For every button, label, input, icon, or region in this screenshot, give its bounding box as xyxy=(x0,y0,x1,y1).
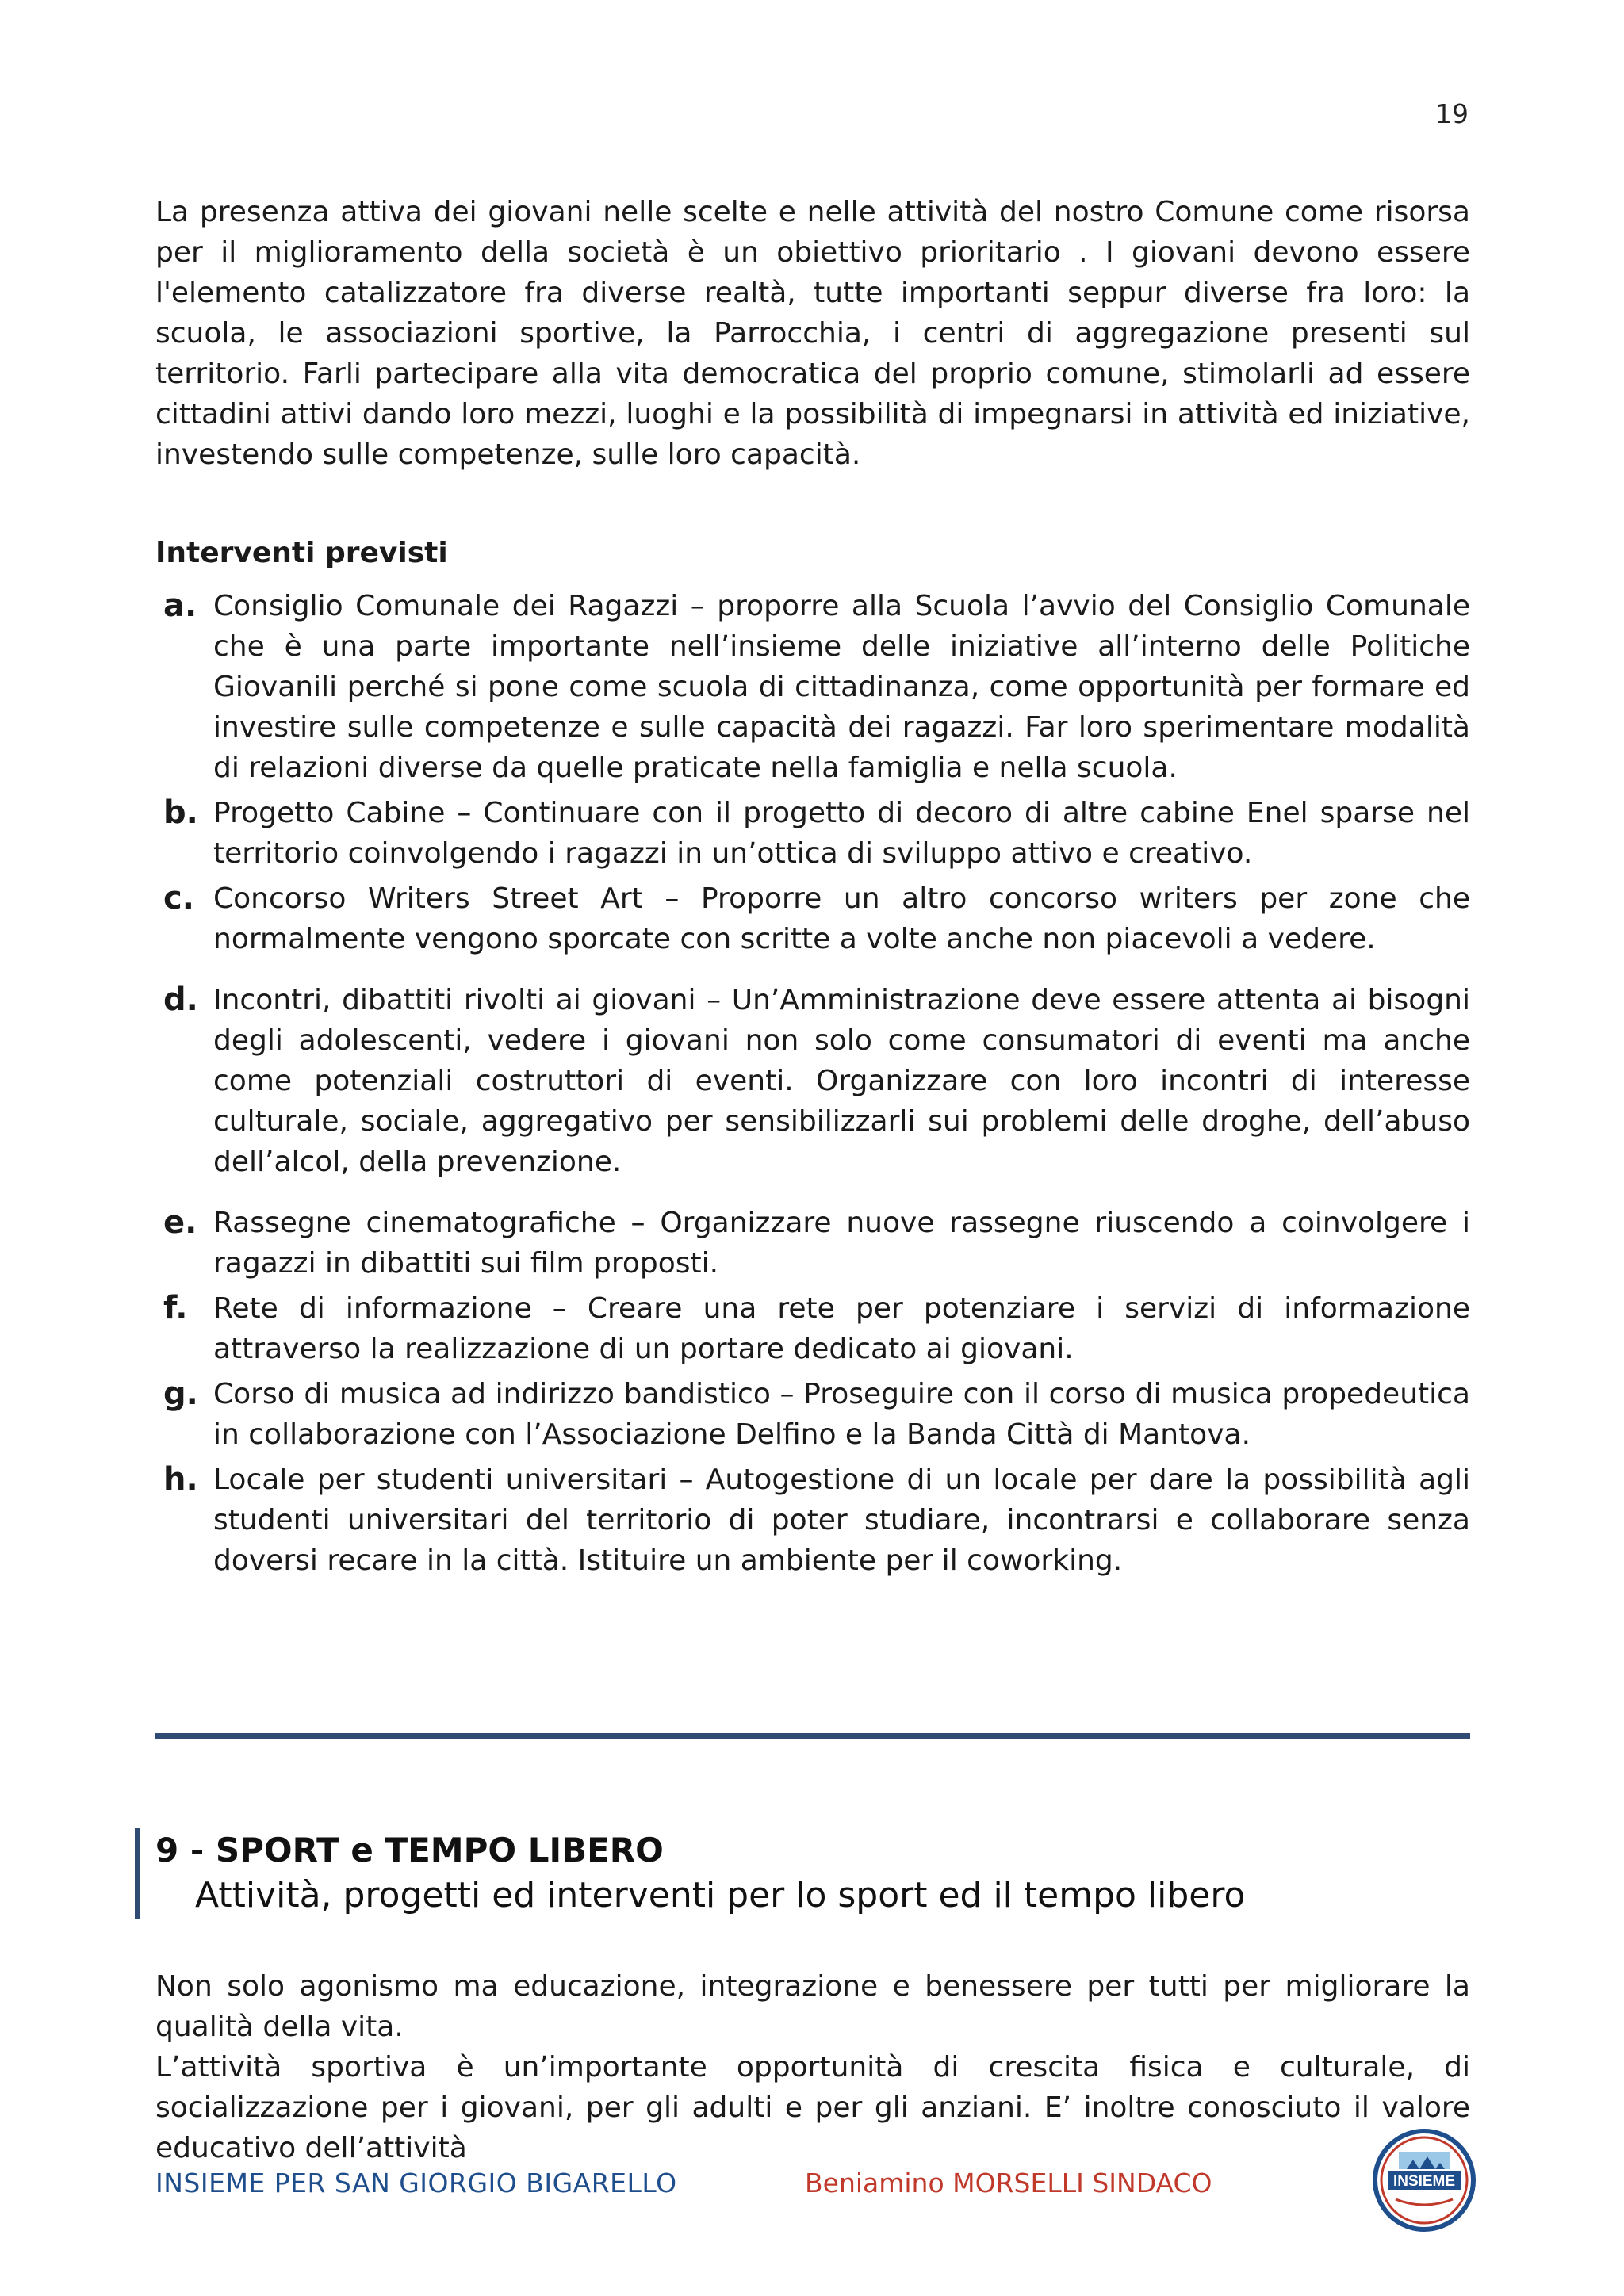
intro-paragraph: La presenza attiva dei giovani nelle scelte e nelle attività del nostro Comune come risorsa per il miglioramento della società è un obiettivo prioritario . I giovani devono essere l'elemento catalizzatore fra diverse realtà, tutte importanti seppur diverse fra loro: la scuola, le associazioni sportive, la Parrocchia, i centri di aggregazione presenti sul territorio. Farli partecipare alla vita democratica del proprio comune, stimolarli ad essere cittadini attivi dando loro mezzi, luoghi e la possibilità di impegnarsi in attività ed iniziative, investendo sulle competenze, sulle loro capacità. xyxy=(155,196,1470,471)
list-item-text: Concorso Writers Street Art – Proporre un altro concorso writers per zone che normalmente vengono sporcate con scritte a volte anche non piacevoli a vedere. xyxy=(213,882,1470,955)
list-item xyxy=(155,793,1470,874)
list-item xyxy=(155,878,1470,959)
list-item xyxy=(155,1374,1470,1455)
insieme-logo-icon xyxy=(1372,2128,1477,2233)
sport-paragraph-1: Non solo agonismo ma educazione, integrazione e benessere per tutti per migliorare la qualità della vita. xyxy=(155,1970,1470,2043)
main-content xyxy=(155,192,1470,1586)
list-item xyxy=(155,1288,1470,1369)
list-letter: e. xyxy=(163,1204,197,1241)
chapter-header xyxy=(135,1828,1491,1919)
sport-intro xyxy=(155,1966,1470,2168)
section-heading: Interventi previsti xyxy=(155,537,448,569)
list-item-text: Incontri, dibattiti rivolti ai giovani – Un’Amministrazione deve essere attenta ai bisogni degli adolescenti, vedere i giovani non solo come consumatori di eventi ma anche come potenziali costruttori di eventi. Organizzare con loro incontri di interesse culturale, sociale, aggregativo per sensibilizzarli sui problemi delle droghe, dell’abuso dell’alcol, della prevenzione. xyxy=(213,984,1470,1178)
page-number: 19 xyxy=(1435,98,1469,129)
list-item-text: Consiglio Comunale dei Ragazzi – proporre alla Scuola l’avvio del Consiglio Comunale che è una parte importante nell’insieme delle iniziative all’interno delle Politiche Giovanili perché si pone come scuola di cittadinanza, come opportunità per formare ed investire sulle competenze e sulle capacità dei ragazzi. Far loro sperimentare modalità di relazioni diverse da quelle praticate nella famiglia e nella scuola. xyxy=(213,590,1470,784)
list-letter: a. xyxy=(163,587,197,624)
list-item-text: Corso di musica ad indirizzo bandistico – Proseguire con il corso di musica propedeutica in collaborazione con l’Associazione Delfino e la Banda Città di Mantova. xyxy=(213,1378,1470,1451)
chapter-title: 9 - SPORT e TEMPO LIBERO xyxy=(155,1831,664,1869)
list-item xyxy=(155,1203,1470,1284)
logo-text: INSIEME xyxy=(1392,2173,1456,2190)
list-letter: f. xyxy=(163,1290,188,1326)
list-item-text: Rete di informazione – Creare una rete per potenziare i servizi di informazione attraverso la realizzazione di un portare dedicato ai giovani. xyxy=(213,1292,1470,1365)
interventions-list xyxy=(155,586,1470,1581)
list-letter: g. xyxy=(163,1376,198,1412)
list-item xyxy=(155,586,1470,788)
list-letter: h. xyxy=(163,1461,198,1498)
list-item xyxy=(155,980,1470,1182)
list-letter: b. xyxy=(163,794,198,831)
chapter-subtitle: Attività, progetti ed interventi per lo sport ed il tempo libero xyxy=(195,1875,1246,1915)
list-item-text: Locale per studenti universitari – Autogestione di un locale per dare la possibilità agli studenti universitari del territorio di poter studiare, incontrarsi e collaborare senza doversi recare in la città. Istituire un ambiente per il coworking. xyxy=(213,1464,1470,1577)
list-item xyxy=(155,1460,1470,1581)
section-divider xyxy=(155,1733,1470,1739)
list-letter: d. xyxy=(163,982,198,1018)
list-item-text: Rassegne cinematografiche – Organizzare nuove rassegne riuscendo a coinvolgere i ragazzi in dibattiti sui film proposti. xyxy=(213,1207,1470,1280)
sport-paragraph-2: L’attività sportiva è un’importante opportunità di crescita fisica e culturale, di socializzazione per i giovani, per gli adulti e per gli anziani. E’ inoltre conosciuto il valore educativo dell’attività xyxy=(155,2051,1470,2164)
footer-candidate: Beniamino MORSELLI SINDACO xyxy=(805,2168,1212,2198)
list-letter: c. xyxy=(163,880,194,916)
footer-organization: INSIEME PER SAN GIORGIO BIGARELLO xyxy=(155,2168,677,2198)
list-item-text: Progetto Cabine – Continuare con il progetto di decoro di altre cabine Enel sparse nel territorio coinvolgendo i ragazzi in un’ottica di sviluppo attivo e creativo. xyxy=(213,797,1470,870)
